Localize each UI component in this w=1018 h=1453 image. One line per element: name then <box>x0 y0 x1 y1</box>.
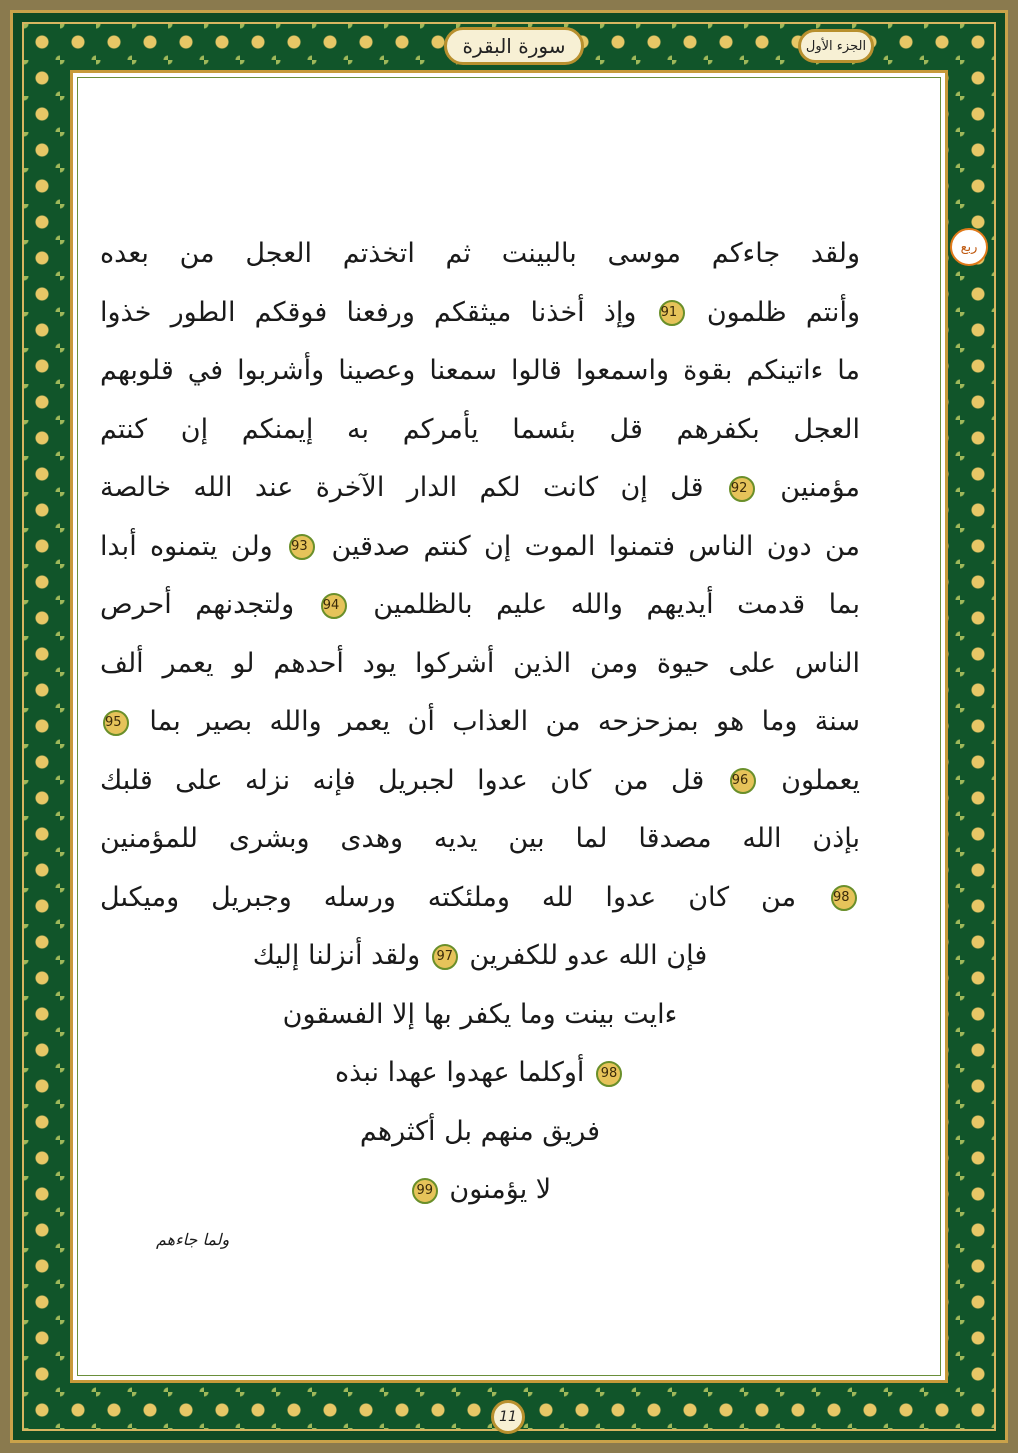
ayah-number: 94 <box>321 593 347 619</box>
rub-marker-icon: ربع <box>950 228 988 266</box>
catchword: ولما جاءهم <box>156 1230 230 1249</box>
quran-text <box>100 225 860 1220</box>
text-line-17: لا يؤمنون 99 <box>100 1161 860 1220</box>
text-line-2: وأنتم ظلمون 91 وإذ أخذنا ميثقكم ورفعنا فوقكم الطور خذوا <box>100 296 860 328</box>
text-line-15: 98 أوكلما عهدوا عهدا نبذه <box>100 1044 860 1103</box>
text-line-9: سنة وما هو بمزحزحه من العذاب أن يعمر والله بصير بما 95 <box>105 706 860 737</box>
ayah-number: 95 <box>103 710 129 736</box>
ayah-number: 98 <box>831 885 857 911</box>
ayah-number: 98 <box>596 1061 622 1087</box>
text-line-10: يعملون 96 قل من كان عدوا لجبريل فإنه نزله على قلبك <box>100 764 860 796</box>
text-line-16: فريق منهم بل أكثرهم <box>359 1115 601 1147</box>
ayah-number: 91 <box>659 300 685 326</box>
ayah-number: 93 <box>289 534 315 560</box>
ayah-number: 96 <box>730 768 756 794</box>
juz-label: الجزء الأول <box>798 29 874 63</box>
text-line-3: ما ءاتينكم بقوة واسمعوا قالوا سمعنا وعصينا وأشربوا في قلوبهم <box>100 355 860 386</box>
text-line-4: العجل بكفرهم قل بئسما يأمركم به إيمنكم إن كنتم <box>100 413 860 445</box>
text-line-11: بإذن الله مصدقا لما بين يديه وهدى وبشرى للمؤمنين <box>100 823 860 854</box>
ayah-number: 92 <box>729 476 755 502</box>
text-line-8: الناس على حيوة ومن الذين أشركوا يود أحدهم لو يعمر ألف <box>100 647 860 679</box>
text-line-12: 98 من كان عدوا لله وملئكته ورسله وجبريل وميكىل <box>100 869 860 928</box>
surah-title: سورة البقرة <box>444 27 584 65</box>
ayah-number: 99 <box>412 1178 438 1204</box>
text-line-1: ولقد جاءكم موسى بالبينت ثم اتخذتم العجل من بعده <box>100 238 860 269</box>
text-line-7: بما قدمت أيديهم والله عليم بالظلمين 94 ولتجدنهم أحرص <box>100 589 860 620</box>
page-number: 11 <box>491 1400 525 1434</box>
ayah-number: 97 <box>432 944 458 970</box>
text-line-5: مؤمنين 92 قل إن كانت لكم الدار الآخرة عند الله خالصة <box>100 472 860 503</box>
text-line-13: فإن الله عدو للكفرين 97 ولقد أنزلنا إليك <box>252 940 708 971</box>
text-line-6: من دون الناس فتمنوا الموت إن كنتم صدقين 93 ولن يتمنوه أبدا <box>100 530 860 562</box>
text-line-14: ءايت بينت وما يكفر بها إلا الفسقون <box>282 998 678 1030</box>
